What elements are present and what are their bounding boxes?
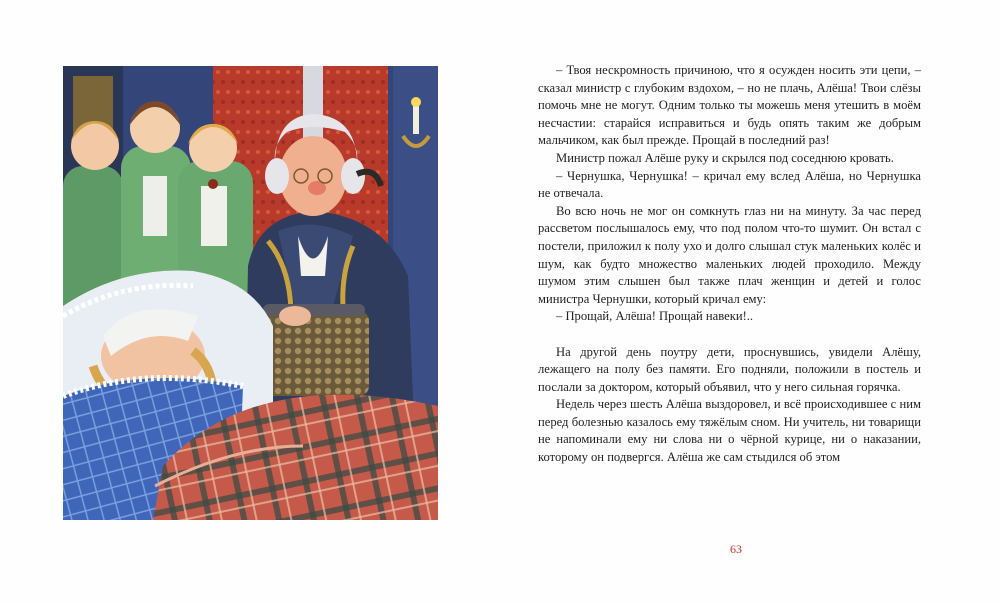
illustration-artwork — [63, 66, 438, 520]
page-number: 63 — [730, 542, 742, 556]
paragraph: Министр пожал Алёше руку и скрылся под соседнюю кровать. — [556, 150, 894, 165]
paragraph: Недель через шесть Алёша выздоровел, и всё происходившее с ним перед болезнью казалось ему тяжёлым сном. Ни учитель, ни товарищи не напоминали ему ни слова ни о чёрной курице, ни о наказании, которому он подвергся. Алёша же сам стыдился об этом — [538, 397, 921, 465]
paragraph: – Твоя нескромность причиною, что я осужден носить эти цепи, – сказал министр с глубоким вздохом, – но не плачь, Алёша! Твои слёзы помочь мне не могут. Одним только ты можешь меня утешить в моём несчастии: старайся исправиться и будь опять таким же добрым мальчиком, как был прежде. Прощай в последний раз! — [538, 63, 921, 148]
paragraph: На другой день поутру дети, проснувшись, увидели Алёшу, лежащего на полу без памяти. Его подняли, положили в постель и послали за доктором, который объявил, что у него сильная горячка. — [538, 344, 921, 394]
paragraph: – Прощай, Алёша! Прощай навеки!.. — [556, 309, 754, 324]
paragraph: Во всю ночь не мог он сомкнуть глаз ни на минуту. За час перед рассветом послышалось ему, что под полом что-то шумит. Он встал с постели, приложил к полу ухо и долго слышал стук маленьких колёс и шум, как будто множество маленьких людей проходило. Между шумом этим слышен был также плач женщин и детей и голос министра Чернушки, который кричал ему: — [538, 203, 921, 306]
illustration — [63, 66, 438, 520]
text-column — [538, 62, 921, 467]
paragraph: – Чернушка, Чернушка! – кричал ему вслед Алёша, но Чернушка не отвечала. — [538, 168, 921, 201]
